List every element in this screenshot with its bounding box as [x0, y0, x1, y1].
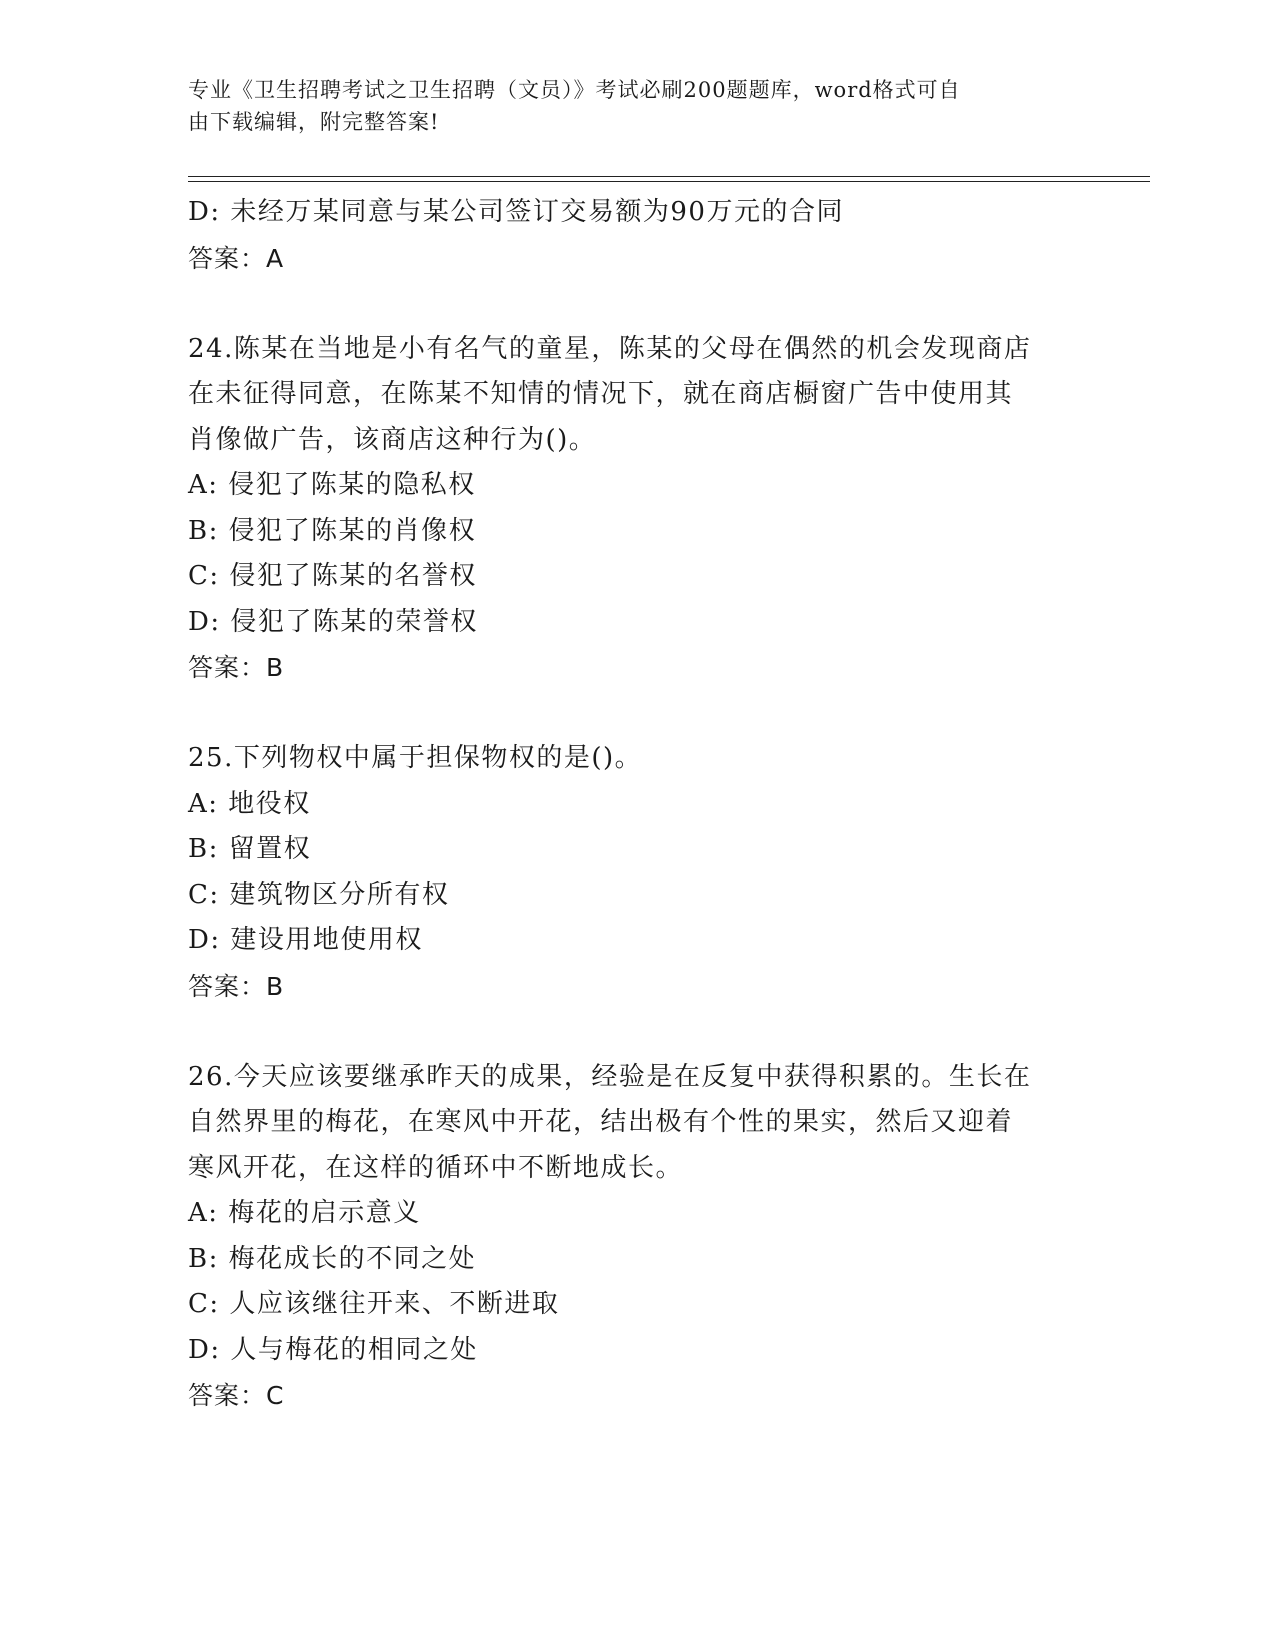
option-a: A: 侵犯了陈某的隐私权 — [188, 470, 476, 500]
answer: 答案：C — [188, 1381, 285, 1410]
answer: 答案：A — [188, 243, 285, 273]
option-d: D: 侵犯了陈某的荣誉权 — [188, 606, 478, 637]
header-line-1: 专业《卫生招聘考试之卫生招聘（文员）》考试必刷200题题库，word格式可自 — [188, 78, 961, 102]
question-stem-line: 26.今天应该要继承昨天的成果，经验是在反复中获得积累的。生长在 — [188, 1061, 1032, 1092]
option-a: A: 地役权 — [188, 788, 311, 819]
spacer — [188, 1009, 1088, 1055]
question-block — [188, 736, 1088, 1009]
header-line-2: 由下载编辑，附完整答案! — [188, 110, 440, 134]
document-header — [188, 74, 1068, 138]
question-stem-line: 25.下列物权中属于担保物权的是()。 — [188, 743, 643, 773]
question-stem-line: 自然界里的梅花，在寒风中开花，结出极有个性的果实，然后又迎着 — [188, 1107, 1014, 1137]
option-b: B: 侵犯了陈某的肖像权 — [188, 515, 477, 546]
option-d: D: 人与梅花的相同之处 — [188, 1334, 478, 1365]
document-body — [188, 190, 1088, 1419]
answer: 答案：B — [188, 971, 285, 1001]
option-d: D: 建设用地使用权 — [188, 925, 423, 955]
option-c: C: 侵犯了陈某的名誉权 — [188, 561, 477, 591]
answer: 答案：B — [188, 653, 285, 682]
question-stem-line: 24.陈某在当地是小有名气的童星，陈某的父母在偶然的机会发现商店 — [188, 333, 1032, 364]
header-divider-bottom — [188, 181, 1150, 182]
header-divider-top — [188, 176, 1150, 177]
option-b: B: 梅花成长的不同之处 — [188, 1243, 477, 1274]
option-b: B: 留置权 — [188, 834, 312, 864]
question-block — [188, 327, 1088, 691]
question-block — [188, 1055, 1088, 1419]
option-a: A: 梅花的启示意义 — [188, 1198, 421, 1228]
option-d: D: 未经万某同意与某公司签订交易额为90万元的合同 — [188, 197, 844, 227]
question-stem-line: 在未征得同意，在陈某不知情的情况下，就在商店橱窗广告中使用其 — [188, 379, 1014, 409]
spacer — [188, 691, 1088, 737]
question-stem-line: 肖像做广告，该商店这种行为()。 — [188, 424, 597, 455]
option-c: C: 建筑物区分所有权 — [188, 879, 450, 910]
option-c: C: 人应该继往开来、不断进取 — [188, 1289, 560, 1319]
question-stem-line: 寒风开花，在这样的循环中不断地成长。 — [188, 1152, 684, 1183]
spacer — [188, 281, 1088, 327]
